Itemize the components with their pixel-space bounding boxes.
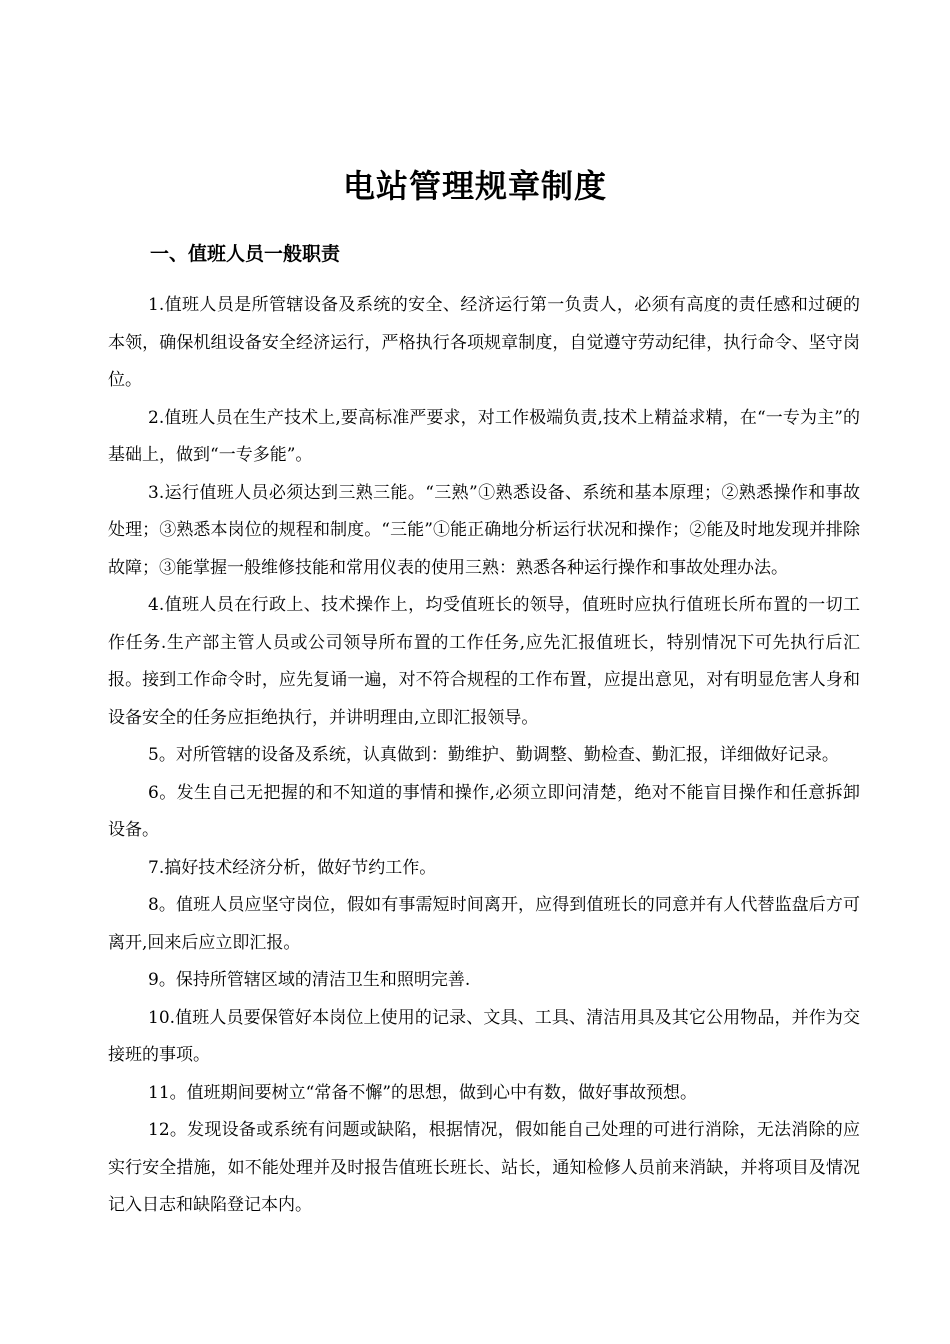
paragraph-4: 4.值班人员在行政上、技术操作上，均受值班长的领导，值班时应执行值班长所布置的一切工作任务.生产部主管人员或公司领导所布置的工作任务,应先汇报值班长，特别情况下可先执行后汇报。接到工作命令时，应先复诵一遍，对不符合规程的工作布置，应提出意见，对有明显危害人身和设备安全的任务应拒绝执行，并讲明理由,立即汇报领导。 xyxy=(108,595,860,728)
section-heading: 一、值班人员一般职责 xyxy=(150,243,341,265)
paragraph-9: 9。保持所管辖区域的清洁卫生和照明完善. xyxy=(148,970,471,990)
paragraph-12: 12。发现设备或系统有问题或缺陷，根据情况，假如能自己处理的可进行消除，无法消除的应实行安全措施，如不能处理并及时报告值班长班长、站长，通知检修人员前来消缺，并将项目及情况记入日志和缺陷登记本内。 xyxy=(108,1120,860,1215)
paragraph-2: 2.值班人员在生产技术上,要高标准严要求，对工作极端负责,技术上精益求精，在“一专为主”的基础上，做到“一专多能”。 xyxy=(108,407,860,465)
paragraph-3: 3.运行值班人员必须达到三熟三能。“三熟”①熟悉设备、系统和基本原理；②熟悉操作和事故处理；③熟悉本岗位的规程和制度。“三能”①能正确地分析运行状况和操作；②能及时地发现并排除故障；③能掌握一般维修技能和常用仪表的使用三熟：熟悉各种运行操作和事故处理办法。 xyxy=(108,482,860,578)
paragraph-7: 7.搞好技术经济分析，做好节约工作。 xyxy=(148,857,437,878)
document-body xyxy=(108,287,860,1225)
paragraph-8: 8。值班人员应坚守岗位，假如有事需短时间离开，应得到值班长的同意并有人代替监盘后方可离开,回来后应立即汇报。 xyxy=(108,895,860,953)
paragraph-6: 6。发生自己无把握的和不知道的事情和操作,必须立即问清楚，绝对不能盲目操作和任意拆卸设备。 xyxy=(108,782,860,840)
paragraph-5: 5。对所管辖的设备及系统，认真做到：勤维护、勤调整、勤检查、勤汇报，详细做好记录。 xyxy=(148,745,839,765)
paragraph-11: 11。值班期间要树立“常备不懈”的思想，做到心中有数，做好事故预想。 xyxy=(148,1082,698,1103)
page-title: 电站管理规章制度 xyxy=(342,167,607,205)
paragraph-10: 10.值班人员要保管好本岗位上使用的记录、文具、工具、清洁用具及其它公用物品，并作为交接班的事项。 xyxy=(108,1007,860,1065)
paragraph-1: 1.值班人员是所管辖设备及系统的安全、经济运行第一负责人，必须有高度的责任感和过硬的本领，确保机组设备安全经济运行，严格执行各项规章制度，自觉遵守劳动纪律，执行命令、坚守岗位。 xyxy=(108,295,860,390)
